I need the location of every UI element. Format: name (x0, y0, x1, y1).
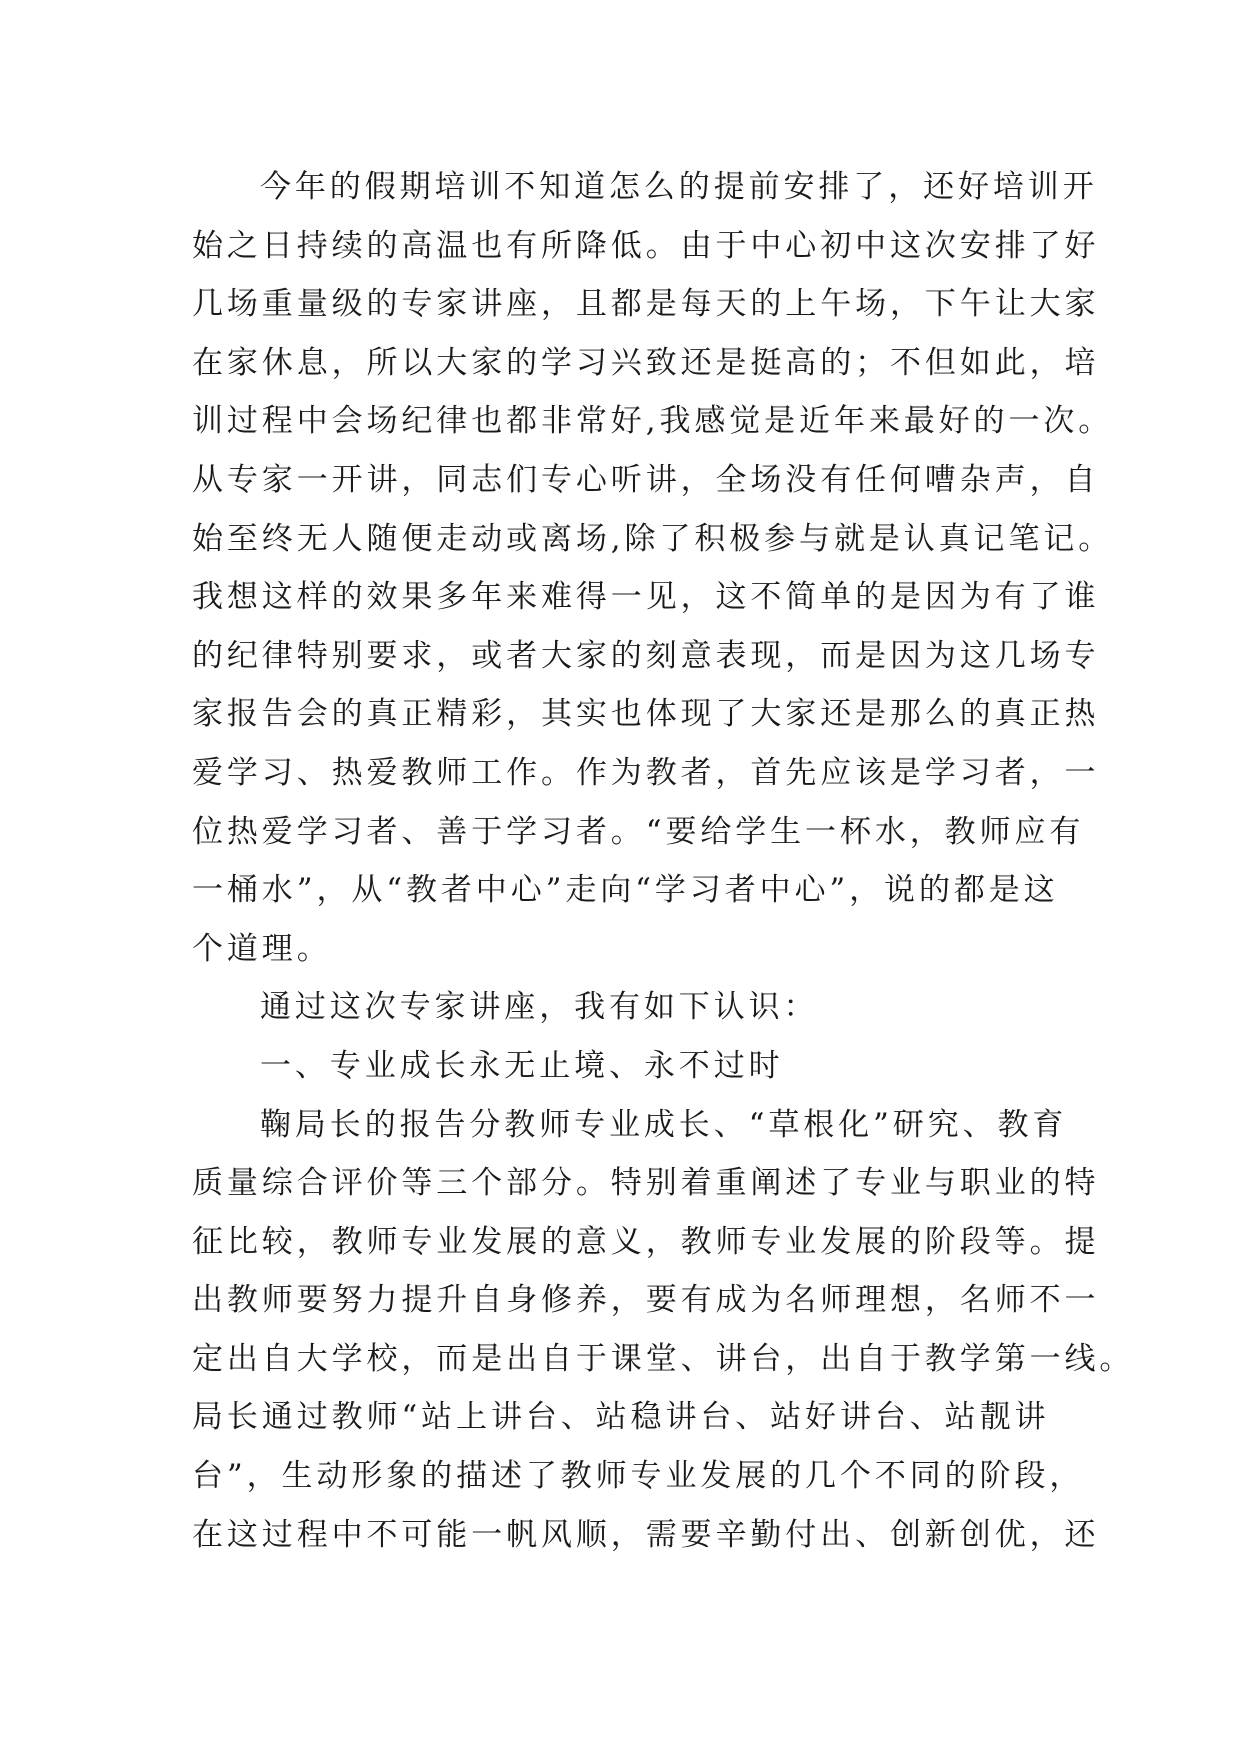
text-line: 定出自大学校，而是出自于课堂、讲台，出自于教学第一线。 (192, 1340, 1135, 1377)
heading-line: 一、专业成长永无止境、永不过时 (260, 1047, 784, 1084)
text-line: 爱学习、热爱教师工作。作为教者，首先应该是学习者，一 (192, 754, 1100, 791)
document-body (192, 158, 1135, 1564)
text-line: 训过程中会场纪律也都非常好,我感觉是近年来最好的一次。 (192, 403, 1114, 440)
text-line: 几场重量级的专家讲座，且都是每天的上午场，下午让大家 (192, 286, 1100, 323)
text-line: 台”，生动形象的描述了教师专业发展的几个不同的阶段， (192, 1458, 1085, 1495)
text-line: 的纪律特别要求，或者大家的刻意表现，而是因为这几场专 (192, 637, 1100, 674)
text-line: 出教师要努力提升自身修养，要有成为名师理想，名师不一 (192, 1282, 1100, 1319)
text-line: 鞠局长的报告分教师专业成长、“草根化”研究、教育 (260, 1106, 1068, 1143)
text-line: 通过这次专家讲座，我有如下认识： (260, 989, 819, 1026)
text-line: 位热爱学习者、善于学习者。“要给学生一杯水，教师应有 (192, 813, 1085, 850)
text-line: 在家休息，所以大家的学习兴致还是挺高的；不但如此，培 (192, 344, 1100, 381)
text-line: 个道理。 (192, 930, 332, 967)
text-line: 在这过程中不可能一帆风顺，需要辛勤付出、创新创优，还 (192, 1516, 1100, 1553)
text-line: 征比较，教师专业发展的意义，教师专业发展的阶段等。提 (192, 1223, 1100, 1260)
section-heading (192, 1037, 1050, 1096)
text-line: 今年的假期培训不知道怎么的提前安排了，还好培训开 (260, 169, 1098, 205)
text-line: 一桶水”，从“教者中心”走向“学习者中心”，说的都是这 (192, 872, 1059, 909)
text-line: 家报告会的真正精彩，其实也体现了大家还是那么的真正热 (192, 696, 1100, 733)
text-line: 我想这样的效果多年来难得一见，这不简单的是因为有了谁 (192, 579, 1100, 616)
text-line: 从专家一开讲，同志们专心听讲，全场没有任何嘈杂声，自 (192, 461, 1100, 498)
text-line: 始至终无人随便走动或离场,除了积极参与就是认真记笔记。 (192, 520, 1114, 557)
text-line: 始之日持续的高温也有所降低。由于中心初中这次安排了好 (192, 227, 1100, 264)
paragraph-lead-in (192, 978, 1050, 1037)
paragraph-report (192, 1096, 1135, 1565)
text-line: 局长通过教师“站上讲台、站稳讲台、站好讲台、站靓讲 (192, 1399, 1050, 1436)
paragraph-intro (192, 158, 1114, 978)
text-line: 质量综合评价等三个部分。特别着重阐述了专业与职业的特 (192, 1165, 1100, 1202)
